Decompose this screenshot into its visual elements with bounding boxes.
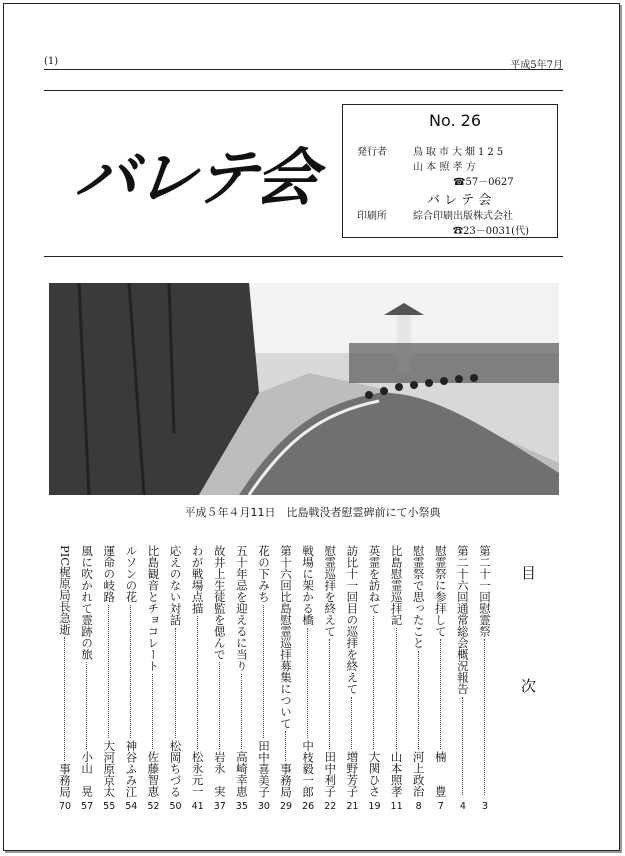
toc-leader-dots xyxy=(108,605,109,738)
printer-label: 印刷所 xyxy=(357,211,387,222)
toc-leader-dots xyxy=(484,639,485,795)
toc-entry-page: 4 xyxy=(459,801,466,812)
toc-entry-author: 増野芳子 xyxy=(345,751,360,797)
toc-entry-page: 21 xyxy=(346,801,359,812)
toc-entry-author: 河上政治 xyxy=(411,751,426,797)
toc-leader-dots xyxy=(152,674,153,750)
toc-leader-dots xyxy=(64,637,65,760)
toc-entry-author: 事務局 xyxy=(279,762,294,797)
toc-leader-dots xyxy=(462,697,463,796)
toc-entry-title: わが戦場点描 xyxy=(190,545,205,614)
toc-entry-author: 山本照孝 xyxy=(389,751,404,797)
toc-entry-title: 五十年忌を迎えるに当り xyxy=(234,545,249,672)
toc-leader-dots xyxy=(396,628,397,750)
toc-entry xyxy=(167,545,185,815)
publisher-address: 鳥取市大畑125 xyxy=(413,147,507,158)
toc-entry-author: 田中利子 xyxy=(323,751,338,797)
toc-entry-page: 3 xyxy=(481,801,489,812)
toc-entry-author: 楠 豊 xyxy=(433,751,448,797)
toc-entry xyxy=(56,545,74,815)
toc-entry-title: PIC梶原局長急逝 xyxy=(58,545,72,636)
publisher-phone: ☎57－0627 xyxy=(453,177,514,188)
toc-leader-dots xyxy=(219,662,220,749)
toc-entry-title: 訪比十一回目の巡拝を終えて xyxy=(345,545,360,695)
toc-leader-dots xyxy=(130,605,131,738)
toc-entry-author: 佐藤智恵 xyxy=(146,751,161,797)
toc-entry xyxy=(189,545,207,815)
toc-entry-page: 30 xyxy=(257,801,270,812)
toc-entry-title: 第二十六回通常総会概況報告 xyxy=(455,545,470,695)
toc-leader-dots xyxy=(373,616,374,749)
toc-leader-dots xyxy=(285,731,286,761)
toc-entry-title: 慰霊祭に参拝して xyxy=(433,545,448,637)
toc-entry-author: 中枝毅一郎 xyxy=(301,739,316,797)
toc-entry-title: 故井上生徒監を偲んで xyxy=(212,545,227,660)
toc-entry-title: 比島慰霊巡拝記 xyxy=(389,545,404,626)
toc-entry xyxy=(476,545,494,815)
toc-entry xyxy=(233,545,251,815)
issue-number: No. 26 xyxy=(429,111,482,130)
issue-date: 平成5年7月 xyxy=(510,60,563,71)
page-number: (1) xyxy=(44,56,59,67)
toc-entry xyxy=(255,545,273,815)
newsletter-title: バレテ会 xyxy=(71,141,320,214)
printer-phone: ☎23－0031(代) xyxy=(453,226,529,237)
toc-entry xyxy=(432,545,450,815)
toc-leader-dots xyxy=(241,674,242,750)
toc-leader-dots xyxy=(86,662,87,749)
toc-entry-author: 高崎幸恵 xyxy=(234,751,249,797)
toc-entry xyxy=(144,545,162,815)
toc-entry-title: 第二十一回慰霊祭 xyxy=(478,545,492,637)
toc-entry-title: 第十六回比島慰霊巡拝募集について xyxy=(279,545,294,729)
toc-entry-page: 54 xyxy=(125,801,138,812)
toc-entry-author: 大関ひさ xyxy=(367,751,382,797)
toc-entry-title: ルソンの花 xyxy=(124,545,139,603)
toc-leader-dots xyxy=(197,616,198,749)
toc-entry-page: 29 xyxy=(280,801,293,812)
toc-entry-page: 41 xyxy=(191,801,204,812)
toc-entry-title: 花の下みち xyxy=(256,545,271,603)
toc-leader-dots xyxy=(175,628,176,738)
organization-name: バ レ テ 会 xyxy=(427,193,492,208)
toc-entry-title: 運命の岐路 xyxy=(102,545,117,603)
toc-entry-author: 神谷ふみ江 xyxy=(124,739,139,797)
toc-entry-page: 22 xyxy=(324,801,337,812)
toc-entry-author: 松永元一 xyxy=(190,751,205,797)
toc-entry xyxy=(343,545,361,815)
toc-leader-dots xyxy=(418,651,419,750)
toc-entry-page: 7 xyxy=(437,801,444,812)
toc-entry-title: 慰霊巡拝を終えて xyxy=(323,545,338,637)
toc-leader-dots xyxy=(440,639,441,749)
toc-entry-page: 70 xyxy=(58,801,72,812)
toc-entry xyxy=(211,545,229,815)
toc-entry xyxy=(299,545,317,815)
toc-entry xyxy=(122,545,140,815)
toc-entry-page: 37 xyxy=(213,801,226,812)
toc-entry-author: 松岡ちづる xyxy=(168,739,183,797)
toc-entry-title: 比島観音とチョコレート xyxy=(146,545,161,672)
toc-entry-page: 8 xyxy=(415,801,422,812)
toc-entry-author: 事務局 xyxy=(58,762,72,797)
toc-entry-author: 田中喜美子 xyxy=(256,739,271,797)
toc-entry-title: 戦場に架かる橋 xyxy=(301,545,316,626)
toc-entry-title: 風に吹かれて霊跡の旅 xyxy=(80,545,95,660)
toc-leader-dots xyxy=(351,697,352,750)
toc-entry xyxy=(365,545,383,815)
toc-entry xyxy=(78,545,96,815)
toc-leader-dots xyxy=(307,628,308,738)
publisher-name: 山 本 照 孝 方 xyxy=(413,162,476,173)
toc-entry xyxy=(277,545,295,815)
toc-entry xyxy=(410,545,428,815)
toc-entry-page: 11 xyxy=(390,801,403,812)
toc-entry-page: 19 xyxy=(368,801,381,812)
toc-entry xyxy=(321,545,339,815)
toc-entry xyxy=(388,545,406,815)
toc-entry-page: 26 xyxy=(302,801,315,812)
toc-entry xyxy=(100,545,118,815)
toc-entry-author: 大河原京太 xyxy=(102,739,117,797)
toc-heading: 目次 xyxy=(519,565,537,791)
toc-entry xyxy=(454,545,472,815)
toc-entry-title: 慰霊祭で思ったこと xyxy=(411,545,426,649)
toc-entry-title: 英霊を訪ねて xyxy=(367,545,382,614)
publisher-label: 発行者 xyxy=(357,147,387,158)
toc-leader-dots xyxy=(263,605,264,738)
toc-entry-page: 35 xyxy=(235,801,248,812)
toc-entry-page: 52 xyxy=(147,801,160,812)
toc-entry-page: 57 xyxy=(81,801,94,812)
photo-caption: 平成５年４月11日 比島戦没者慰霊碑前にて小祭典 xyxy=(184,506,441,519)
toc-leader-dots xyxy=(329,639,330,749)
toc-entry-author: 小山 晃 xyxy=(80,751,95,797)
toc-entry-page: 50 xyxy=(169,801,182,812)
toc-entry-page: 55 xyxy=(103,801,116,812)
toc-entry-author: 岩永 実 xyxy=(212,751,227,797)
printer-name: 綜合印刷出版株式会社 xyxy=(413,211,513,222)
toc-entry-title: 応えのない対話 xyxy=(168,545,183,626)
